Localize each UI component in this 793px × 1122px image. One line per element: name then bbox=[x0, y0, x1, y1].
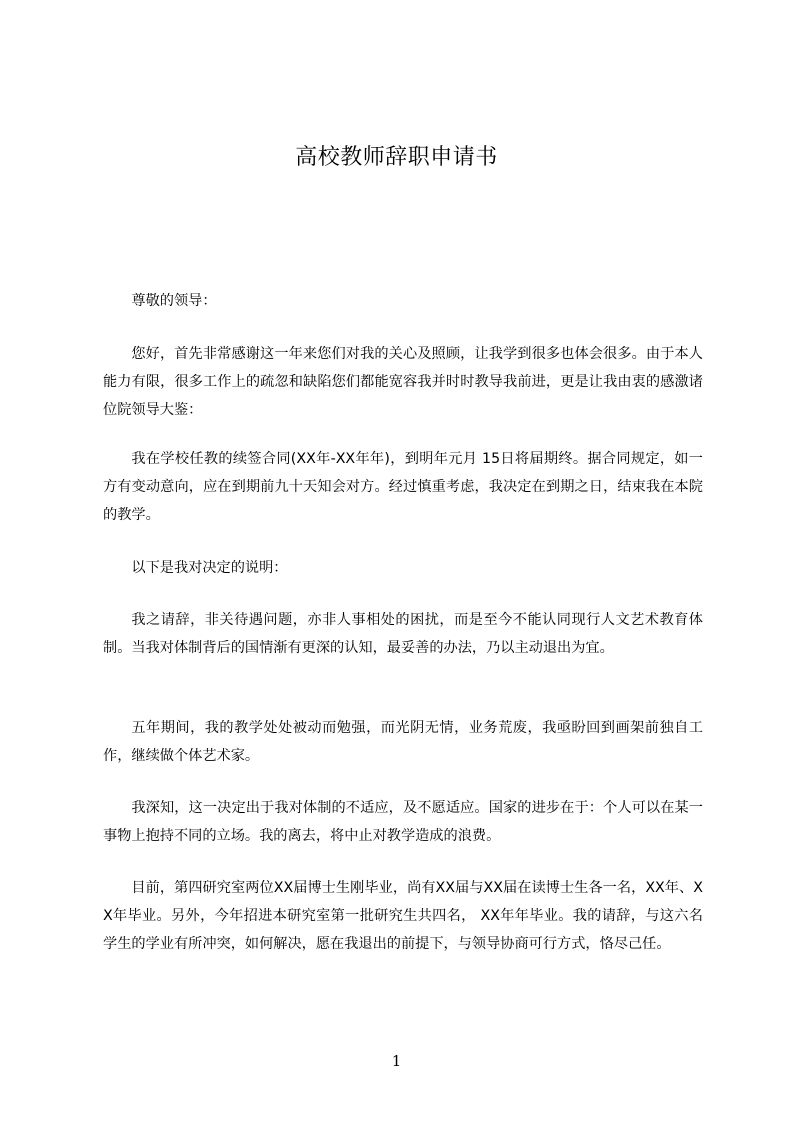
document-title: 高校教师辞职申请书 bbox=[295, 145, 498, 170]
paragraph-reason: 我之请辞，非关待遇问题，亦非人事相处的困扰，而是至今不能认同现行人文艺术教育体制。当我对体制背后的国情渐有更深的认知，最妥善的办法，乃以主动退出为宜。 bbox=[103, 612, 703, 656]
paragraph-five-years: 五年期间，我的教学处处被动而勉强，而光阴无情，业务荒废，我亟盼回到画架前独自工作，继续做个体艺术家。 bbox=[103, 720, 703, 764]
paragraph-contract: 我在学校任教的续签合同(XX年-XX年年)，到明年元月 15日将届期终。据合同规定，如一方有变动意向，应在到期前九十天知会对方。经过慎重考虑，我决定在到期之日，结束我在本院的教学。 bbox=[103, 451, 703, 523]
page-number: 1 bbox=[391, 1052, 402, 1070]
paragraph-students: 目前，第四研究室两位XX届博士生刚毕业，尚有XX届与XX届在读博士生各一名，XX年、XX年毕业。另外，今年招进本研究室第一批研究生共四名， XX年年毕业。我的请辞，与这六名学生的学业有所冲突，如何解决，愿在我退出的前提下，与领导协商可行方式，恪尽己任。 bbox=[103, 880, 703, 952]
salutation: 尊敬的领导： bbox=[131, 293, 217, 309]
paragraph-explanation-intro: 以下是我对决定的说明： bbox=[131, 560, 288, 576]
paragraph-thanks: 您好，首先非常感谢这一年来您们对我的关心及照顾，让我学到很多也体会很多。由于本人能力有限，很多工作上的疏忽和缺陷您们都能宽容我并时时教导我前进，更是让我由衷的感激诸位院领导大鉴： bbox=[103, 346, 703, 418]
paragraph-understanding: 我深知，这一决定出于我对体制的不适应，及不愿适应。国家的进步在于：个人可以在某一事物上抱持不同的立场。我的离去，将中止对教学造成的浪费。 bbox=[103, 800, 703, 844]
